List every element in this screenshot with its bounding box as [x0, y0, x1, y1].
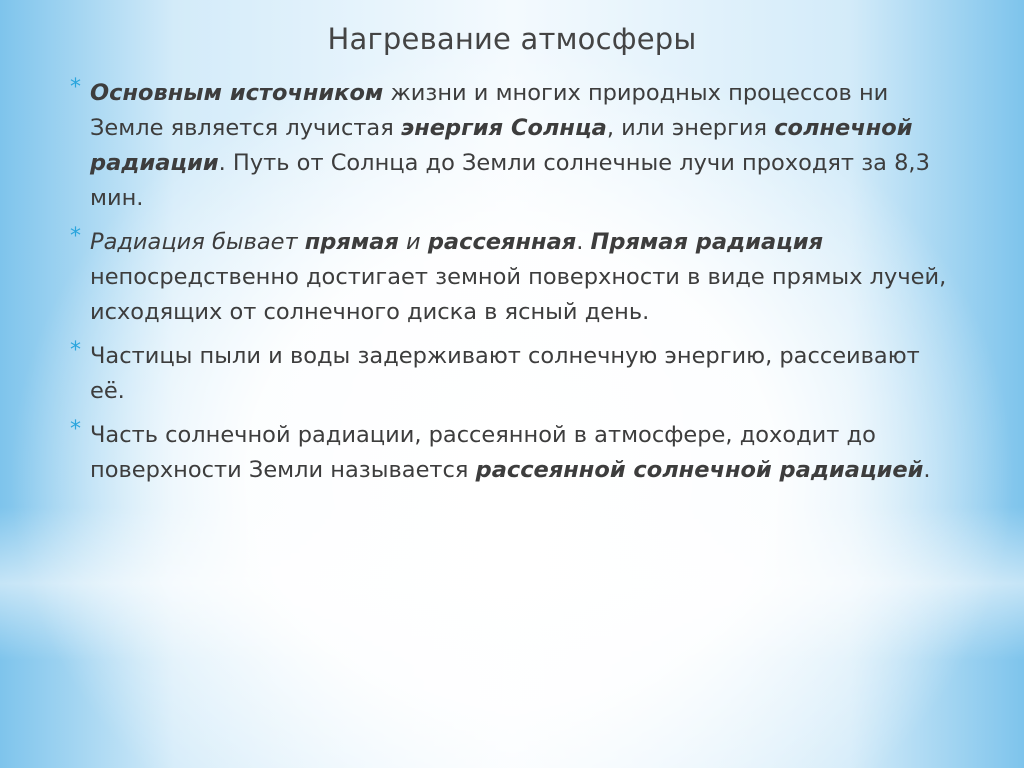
text-run: прямая — [304, 229, 399, 255]
text-run: энергия Солнца — [400, 115, 607, 141]
text-run: Прямая радиация — [590, 229, 824, 255]
text-run: . Путь от Солнца до Земли солнечные лучи проходят за 8,3 мин. — [90, 150, 930, 211]
bullet-list — [70, 76, 960, 497]
asterisk-bullet-icon: * — [70, 224, 81, 249]
text-run: и — [398, 229, 428, 255]
text-run: . — [576, 229, 591, 255]
text-run: Основным источником — [90, 80, 384, 106]
asterisk-bullet-icon: * — [70, 417, 81, 442]
asterisk-bullet-icon: * — [70, 75, 81, 100]
text-run: . — [923, 457, 931, 483]
slide-title: Нагревание атмосферы — [327, 22, 697, 56]
asterisk-bullet-icon: * — [70, 338, 81, 363]
text-run: солнечной радиации — [90, 115, 913, 176]
text-run: Радиация бывает — [90, 229, 305, 255]
text-run: рассеянной солнечной радиацией — [475, 457, 924, 483]
text-run: Часть солнечной радиации, рассеянной в атмосфере, доходит до поверхности Земли называется — [90, 422, 876, 483]
text-run: Частицы пыли и воды задерживают солнечную энергию, рассеивают её. — [90, 343, 920, 404]
bullet-item — [70, 418, 960, 488]
text-run: непосредственно достигает земной поверхности в виде прямых лучей, исходящих от солнечного диска в ясный день. — [90, 264, 947, 325]
text-run: жизни и многих природных процессов ни Земле является лучистая — [90, 80, 889, 141]
bullet-item — [70, 76, 960, 216]
text-run: , или энергия — [606, 115, 775, 141]
bullet-item — [70, 339, 960, 409]
bullet-item — [70, 225, 960, 330]
text-run: рассеянная — [427, 229, 577, 255]
